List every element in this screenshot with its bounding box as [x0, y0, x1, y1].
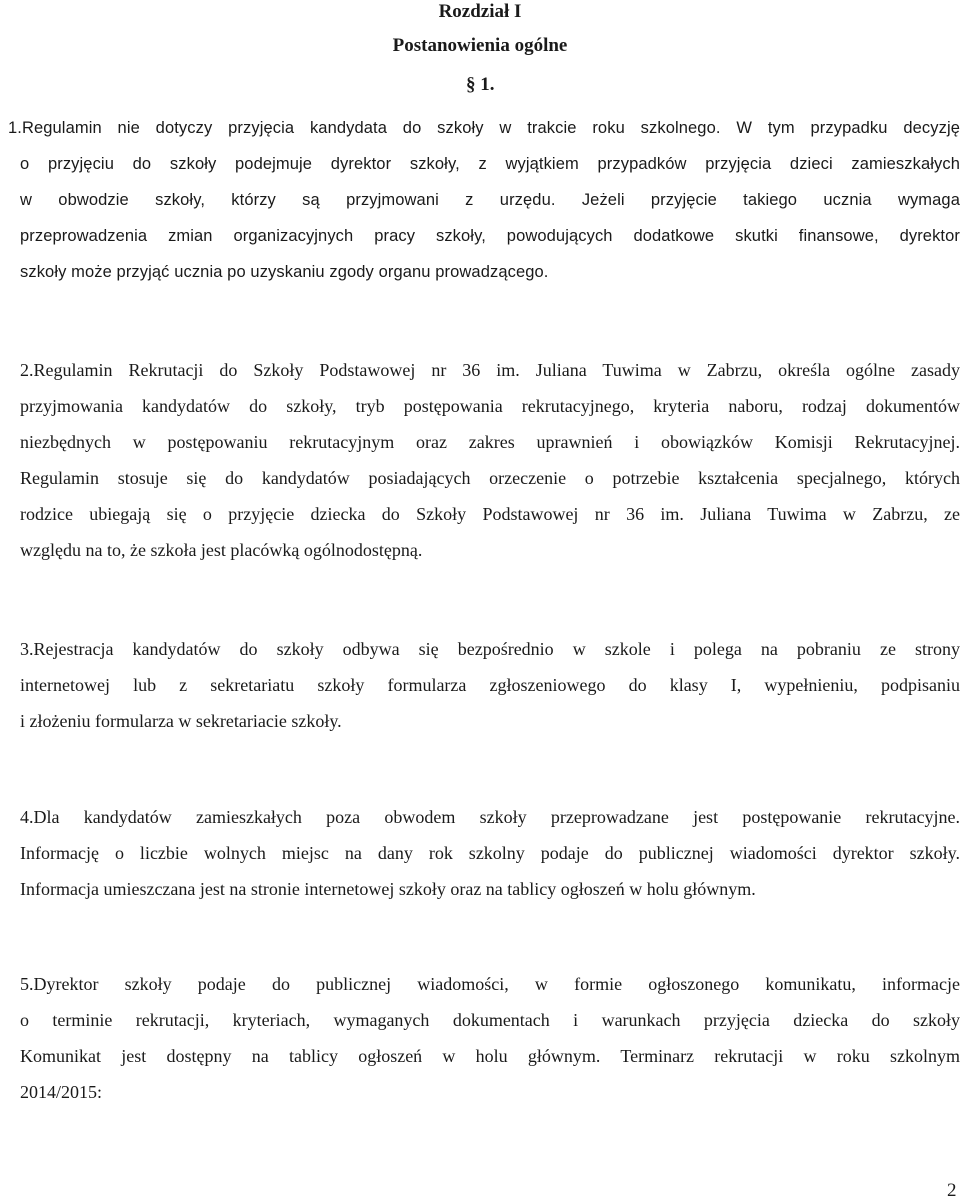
chapter-title: Postanowienia ogólne — [392, 35, 568, 56]
paragraph-1 — [0, 110, 960, 290]
paragraph-line: Regulamin stosuje się do kandydatów posiadających orzeczenie o potrzebie kształcenia specjalnego, których — [20, 468, 960, 488]
chapter-heading: Rozdział I — [438, 1, 522, 22]
paragraph-line: Informacja umieszczana jest na stronie internetowej szkoły oraz na tablicy ogłoszeń w holu głównym. — [20, 879, 756, 899]
paragraph-4 — [20, 799, 960, 907]
paragraph-line: Informację o liczbie wolnych miejsc na dany rok szkolny podaje do publicznej wiadomości dyrektor szkoły. — [20, 843, 960, 863]
paragraph-line: przeprowadzenia zmian organizacyjnych pracy szkoły, powodujących dodatkowe skutki finansowe, dyrektor — [20, 227, 960, 245]
paragraph-line: 2014/2015: — [20, 1082, 103, 1102]
paragraph-line: Komunikat jest dostępny na tablicy ogłoszeń w holu głównym. Terminarz rekrutacji w roku szkolnym — [20, 1046, 960, 1066]
paragraph-line: 5.Dyrektor szkoły podaje do publicznej wiadomości, w formie ogłoszonego komunikatu, informacje — [20, 974, 960, 994]
paragraph-line: szkoły może przyjąć ucznia po uzyskaniu zgody organu prowadzącego. — [20, 263, 549, 281]
paragraph-line: przyjmowania kandydatów do szkoły, tryb postępowania rekrutacyjnego, kryteria naboru, rodzaj dokumentów — [20, 396, 960, 416]
paragraph-5 — [20, 966, 960, 1110]
paragraph-line: i złożeniu formularza w sekretariacie szkoły. — [20, 711, 342, 731]
paragraph-line: o przyjęciu do szkoły podejmuje dyrektor szkoły, z wyjątkiem przypadków przyjęcia dzieci zamieszkałych — [20, 155, 960, 173]
paragraph-line: 3.Rejestracja kandydatów do szkoły odbywa się bezpośrednio w szkole i polega na pobraniu ze strony — [20, 639, 960, 659]
paragraph-line: rodzice ubiegają się o przyjęcie dziecka do Szkoły Podstawowej nr 36 im. Juliana Tuwima w Zabrzu, ze — [20, 504, 960, 524]
page-number: 2 — [947, 1180, 957, 1201]
section-number: § 1. — [466, 74, 495, 95]
paragraph-line: w obwodzie szkoły, którzy są przyjmowani z urzędu. Jeżeli przyjęcie takiego ucznia wymaga — [20, 191, 960, 209]
paragraph-line: internetowej lub z sekretariatu szkoły formularza zgłoszeniowego do klasy I, wypełnieniu, podpisaniu — [20, 675, 960, 695]
paragraph-3 — [20, 631, 960, 739]
paragraph-line: o terminie rekrutacji, kryteriach, wymaganych dokumentach i warunkach przyjęcia dziecka do szkoły — [20, 1010, 960, 1030]
paragraph-line: 4.Dla kandydatów zamieszkałych poza obwodem szkoły przeprowadzane jest postępowanie rekrutacyjne. — [20, 807, 960, 827]
paragraph-2 — [20, 352, 960, 568]
paragraph-line: względu na to, że szkoła jest placówką ogólnodostępną. — [20, 540, 423, 560]
paragraph-line: 1.Regulamin nie dotyczy przyjęcia kandydata do szkoły w trakcie roku szkolnego. W tym przypadku decyzję — [8, 119, 960, 137]
paragraph-line: niezbędnych w postępowaniu rekrutacyjnym oraz zakres uprawnień i obowiązków Komisji Rekrutacyjnej. — [20, 432, 960, 452]
paragraph-line: 2.Regulamin Rekrutacji do Szkoły Podstawowej nr 36 im. Juliana Tuwima w Zabrzu, określa ogólne zasady — [20, 360, 960, 380]
